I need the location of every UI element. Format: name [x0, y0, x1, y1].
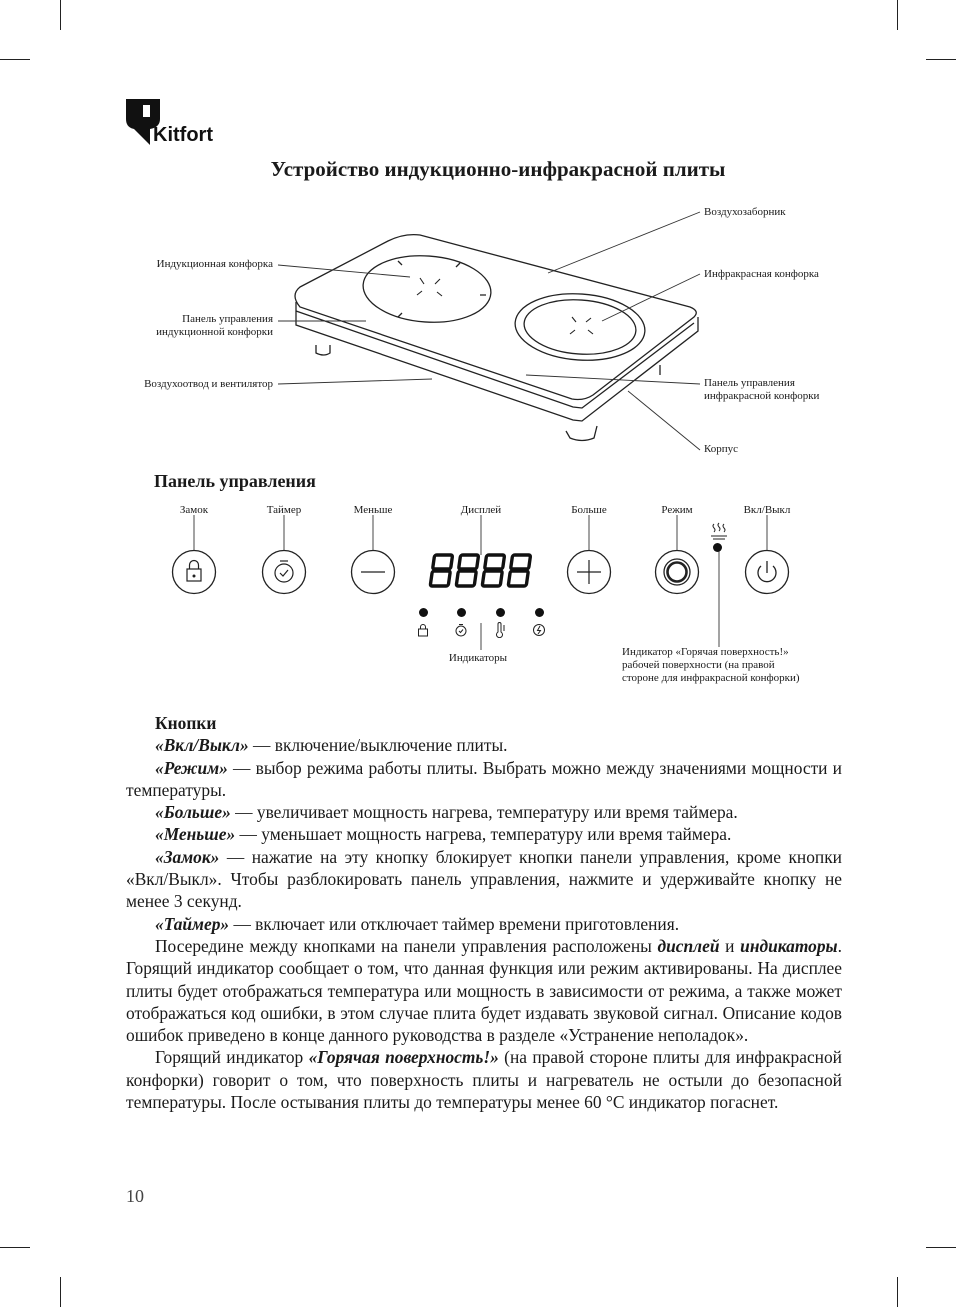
page-title: Устройство индукционно-инфракрасной плиты	[270, 157, 726, 181]
indicator-thermometer-icon	[493, 622, 507, 638]
label-induction-panel: Панель управления индукционной конфорки	[156, 313, 273, 338]
display-8888	[428, 552, 536, 590]
cooktop-diagram	[0, 195, 956, 455]
indicator-dot-temperature	[496, 608, 505, 617]
crop-mark	[60, 1277, 61, 1307]
crop-mark	[0, 59, 30, 60]
label-mode-button: Режим	[661, 504, 693, 516]
crop-mark	[60, 0, 61, 30]
label-air-outlet-fan: Воздухоотвод и вентилятор	[144, 378, 273, 390]
label-less-button: Меньше	[353, 504, 393, 516]
paragraph-power: «Вкл/Выкл» — включение/выключение плиты.	[155, 735, 508, 756]
indicator-lock-icon	[416, 623, 430, 637]
power-button[interactable]	[744, 549, 790, 595]
mode-button[interactable]	[654, 549, 700, 595]
indicator-timer-icon	[454, 623, 468, 637]
paragraph-timer: «Таймер» — включает или отключает таймер времени приготовления.	[155, 913, 680, 934]
timer-icon	[275, 561, 293, 582]
label-timer-button: Таймер	[266, 504, 302, 516]
label-more-button: Больше	[571, 504, 607, 516]
crop-mark	[897, 1277, 898, 1307]
buttons-heading: Кнопки	[155, 713, 217, 733]
indicator-dot-timer	[457, 608, 466, 617]
paragraph-hot-surface: Горящий индикатор «Горячая поверхность!» (на правой стороне плиты для инфракрасной конфорки) говорит о том, что поверхность плиты и нагреватель не остыли до безопасной температуры. После остывания плиты до температуры менее 60 °С индикатор погаснет.	[126, 1047, 842, 1113]
paragraph-mode: «Режим» — выбор режима работы плиты. Выбрать можно между значениями мощности и температуры.	[126, 757, 842, 800]
paragraph-less: «Меньше» — уменьшает мощность нагрева, температуру или время таймера.	[155, 824, 732, 845]
page-number: 10	[126, 1186, 144, 1206]
indicator-power-level-icon	[532, 623, 546, 637]
label-infrared-burner: Инфракрасная конфорка	[704, 268, 819, 280]
less-button[interactable]	[350, 549, 396, 595]
label-display: Дисплей	[460, 504, 502, 516]
control-panel-diagram	[0, 515, 956, 665]
crop-mark	[926, 59, 956, 60]
label-induction-burner: Индукционная конфорка	[156, 258, 273, 270]
buttons-description	[126, 712, 842, 1113]
paragraph-display: Посередине между кнопками на панели управления расположены дисплей и индикаторы. Горящий индикатор сообщает о том, что данная функция или режим активированы. На дисплее плиты будет отображаться температура или мощность в зависимости от режима, а также может отображаться код ошибки, в этом случае плита будет издавать звуковой сигнал. Описание кодов ошибок приведено в конце данного руководства в разделе «Устранение неполадок».	[126, 935, 842, 1046]
hot-surface-indicator-dot	[713, 543, 722, 552]
indicator-dot-power	[535, 608, 544, 617]
more-button[interactable]	[566, 549, 612, 595]
label-indicators: Индикаторы	[448, 652, 508, 664]
paragraph-more: «Больше» — увеличивает мощность нагрева, температуру или время таймера.	[155, 802, 738, 823]
label-air-intake: Воздухозаборник	[704, 206, 786, 218]
label-lock-button: Замок	[179, 504, 209, 516]
crop-mark	[926, 1247, 956, 1248]
paragraph-lock: «Замок» — нажатие на эту кнопку блокирует кнопки панели управления, кроме кнопки «Вкл/Выкл». Чтобы разблокировать панель управления, нажмите и удерживайте кнопку не менее 3 секунд.	[126, 846, 842, 912]
crop-mark	[897, 0, 898, 30]
brand-name: Kitfort	[153, 124, 213, 146]
crop-mark	[0, 1247, 30, 1248]
control-panel-heading: Панель управления	[154, 471, 316, 491]
mode-icon	[664, 559, 690, 585]
label-hot-surface-note: Индикатор «Горячая поверхность!» рабочей поверхности (на правой стороне для инфракрасной конфорки)	[622, 646, 800, 684]
lock-button[interactable]	[171, 549, 217, 595]
hot-surface-icon	[709, 522, 729, 540]
plus-icon	[577, 560, 601, 584]
indicator-dot-lock	[419, 608, 428, 617]
power-icon	[758, 561, 776, 582]
label-infrared-panel: Панель управления инфракрасной конфорки	[704, 377, 820, 402]
lock-icon	[187, 561, 201, 582]
timer-button[interactable]	[261, 549, 307, 595]
label-power-button: Вкл/Выкл	[743, 504, 791, 516]
label-body: Корпус	[704, 443, 739, 455]
